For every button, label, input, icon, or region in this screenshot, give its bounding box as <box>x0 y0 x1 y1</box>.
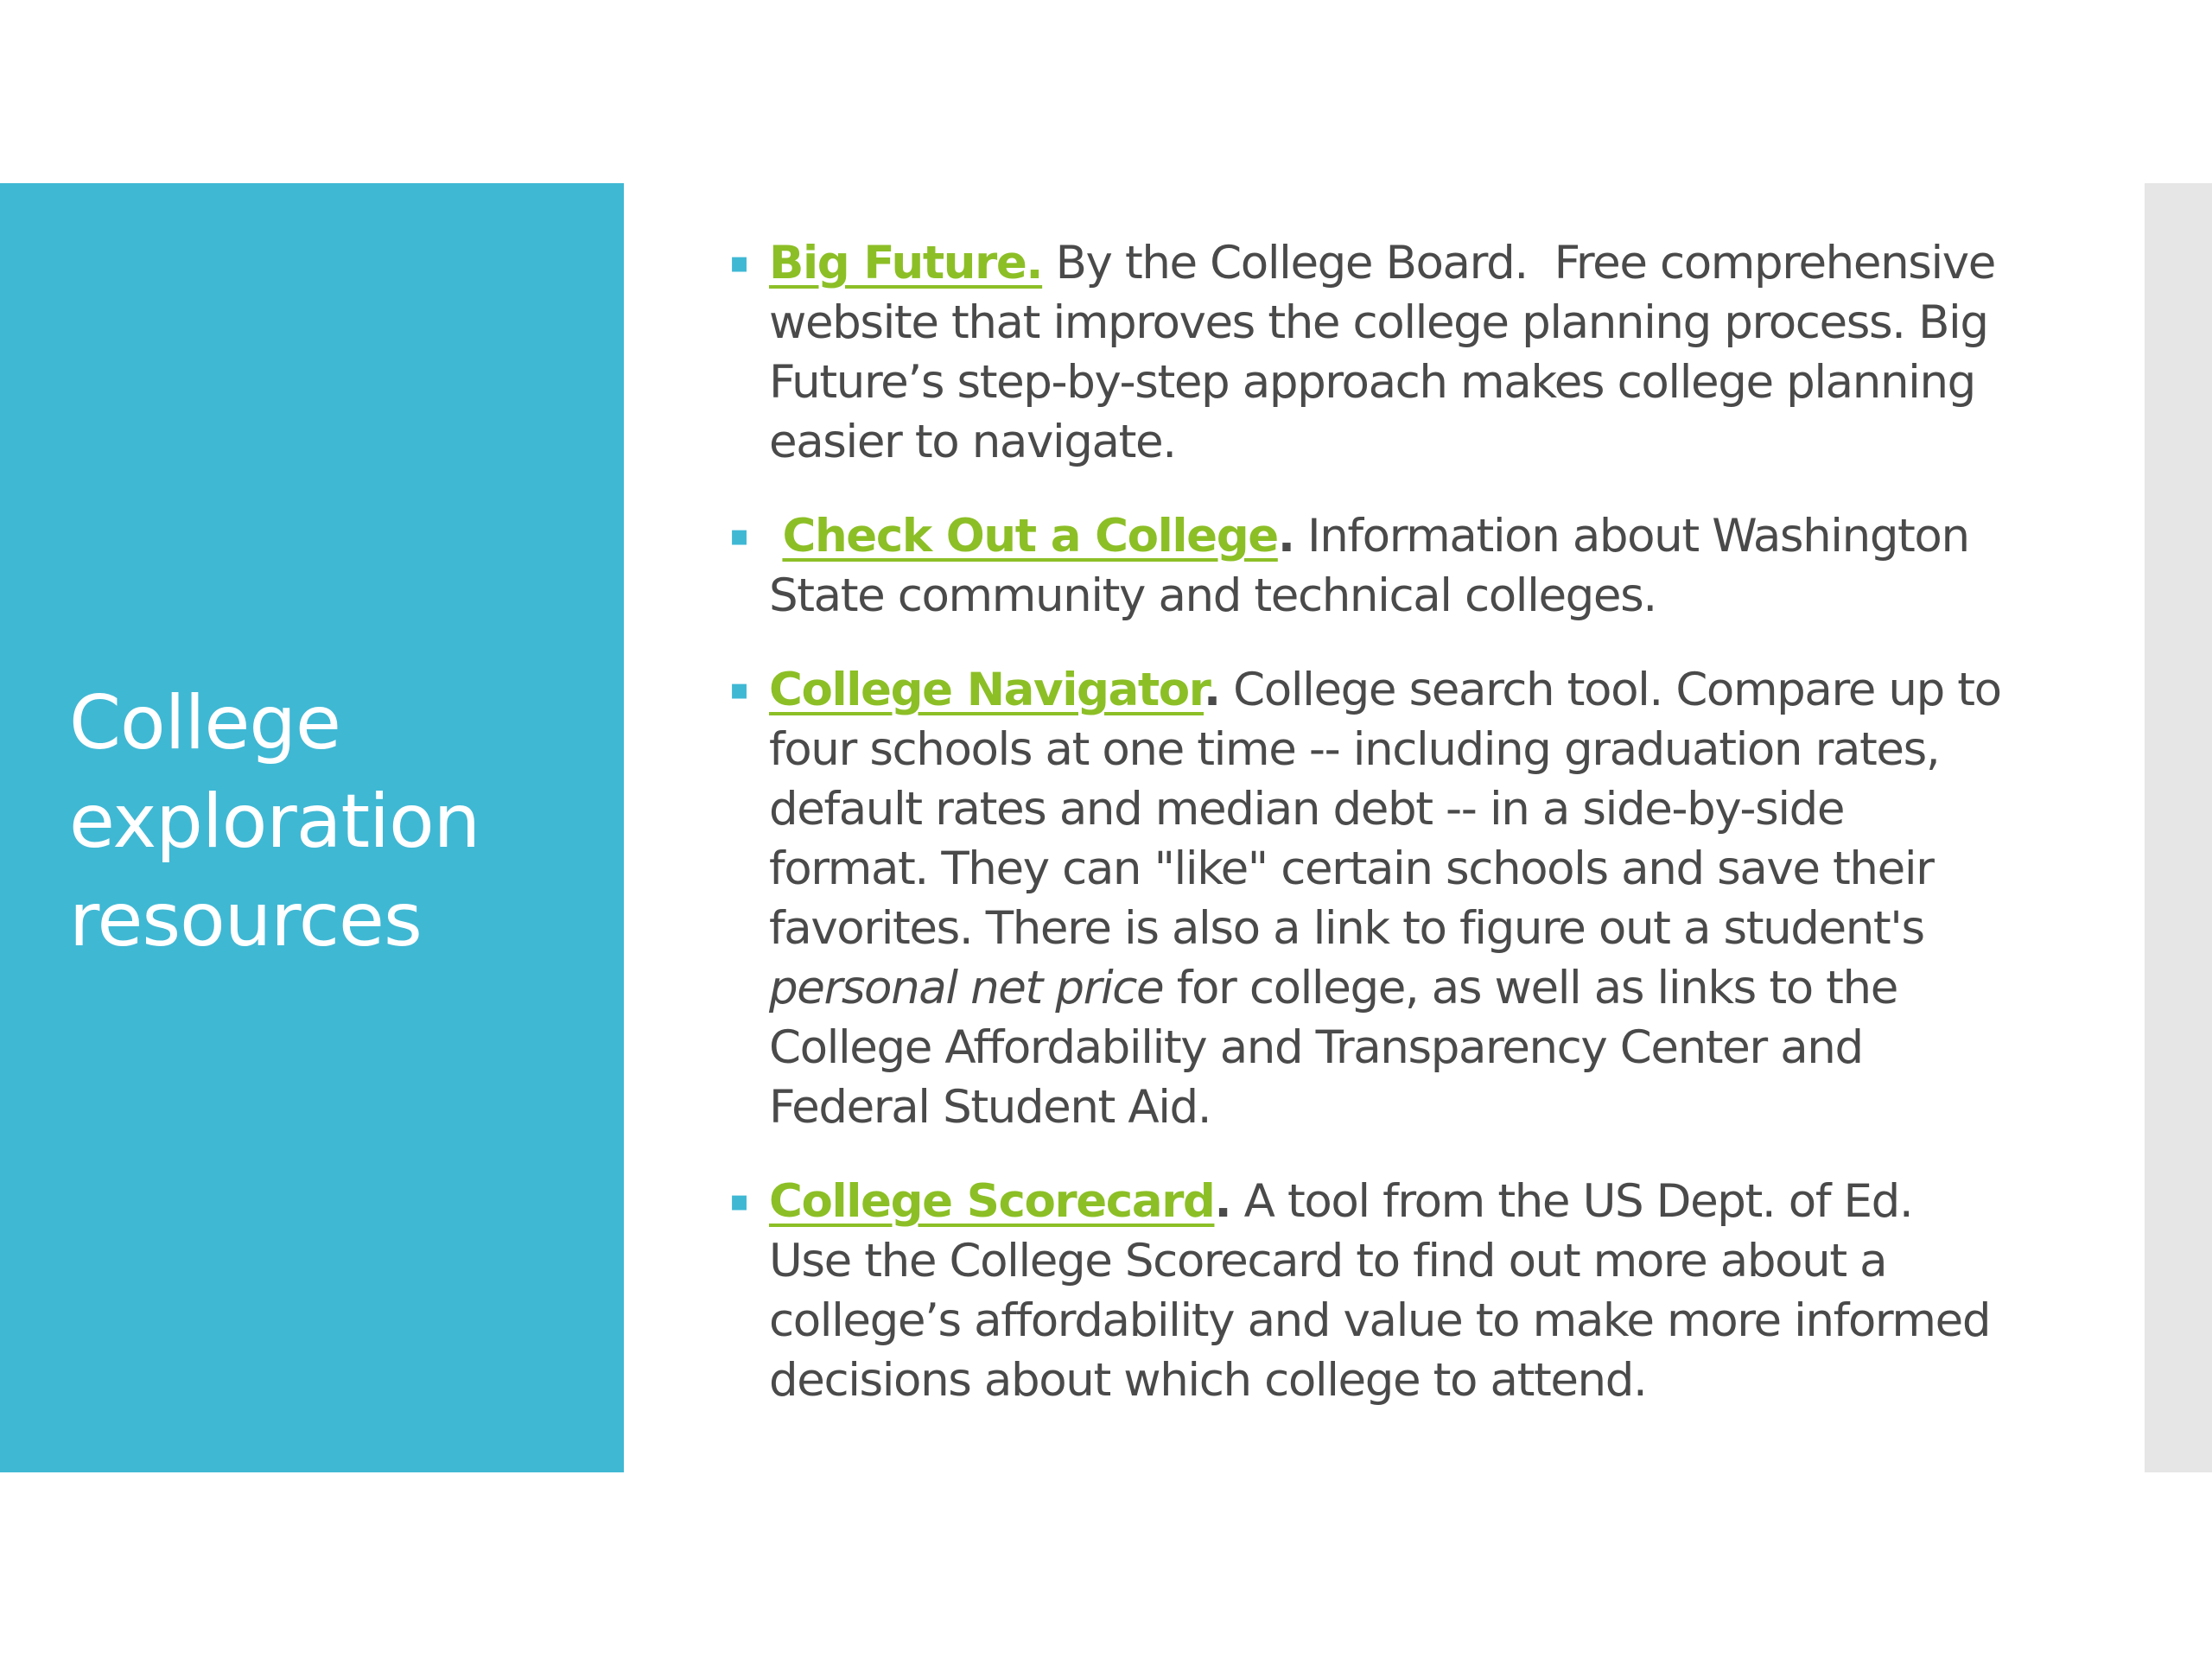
check-out-a-college-link[interactable]: Check Out a College <box>782 510 1278 563</box>
resource-item-big-future <box>724 233 2009 472</box>
personal-net-price-emphasis: personal net price <box>769 962 1164 1014</box>
bullet-icon: ▪ <box>729 245 748 280</box>
college-navigator-description-end: for college, as well as links to the College Affordability and Transparency Center and Federal Student Aid. <box>769 962 1911 1134</box>
college-navigator-description: College search tool. Compare up to four schools at one time -- including graduation rates, default rates and median debt -- in a side-by-side format. They can "like" certain schools and save their favorites. There is also a link to figure out a student's <box>769 664 2015 955</box>
link-period: . <box>1214 1175 1231 1228</box>
big-future-link[interactable]: Big Future. <box>769 237 1043 289</box>
check-out-a-college-description: Information about Washington State community and technical colleges. <box>769 510 1983 622</box>
slide-title: College exploration resources <box>69 680 480 963</box>
resource-list <box>724 233 2015 1445</box>
big-future-description: By the College Board. Free comprehensive website that improves the college planning process. Big Future’s step-by-step approach makes college planning easier to navigate. <box>769 237 2009 468</box>
right-decorative-band <box>2145 183 2212 1472</box>
resource-item-check-out-a-college <box>724 506 2003 626</box>
leading-space <box>769 510 782 563</box>
link-period: . <box>1204 664 1220 716</box>
bullet-icon: ▪ <box>729 672 748 707</box>
link-period: . <box>1277 510 1294 563</box>
bullet-icon: ▪ <box>729 1184 748 1218</box>
college-scorecard-link[interactable]: College Scorecard <box>769 1175 1215 1228</box>
resource-item-college-navigator <box>724 660 2015 1137</box>
college-navigator-link[interactable]: College Navigator <box>769 664 1204 716</box>
resource-item-college-scorecard <box>724 1172 2003 1410</box>
bullet-icon: ▪ <box>729 518 748 553</box>
college-scorecard-description: A tool from the US Dept. of Ed. Use the College Scorecard to find out more about a college’s affordability and value to make more informed decisions about which college to attend. <box>769 1175 2004 1407</box>
